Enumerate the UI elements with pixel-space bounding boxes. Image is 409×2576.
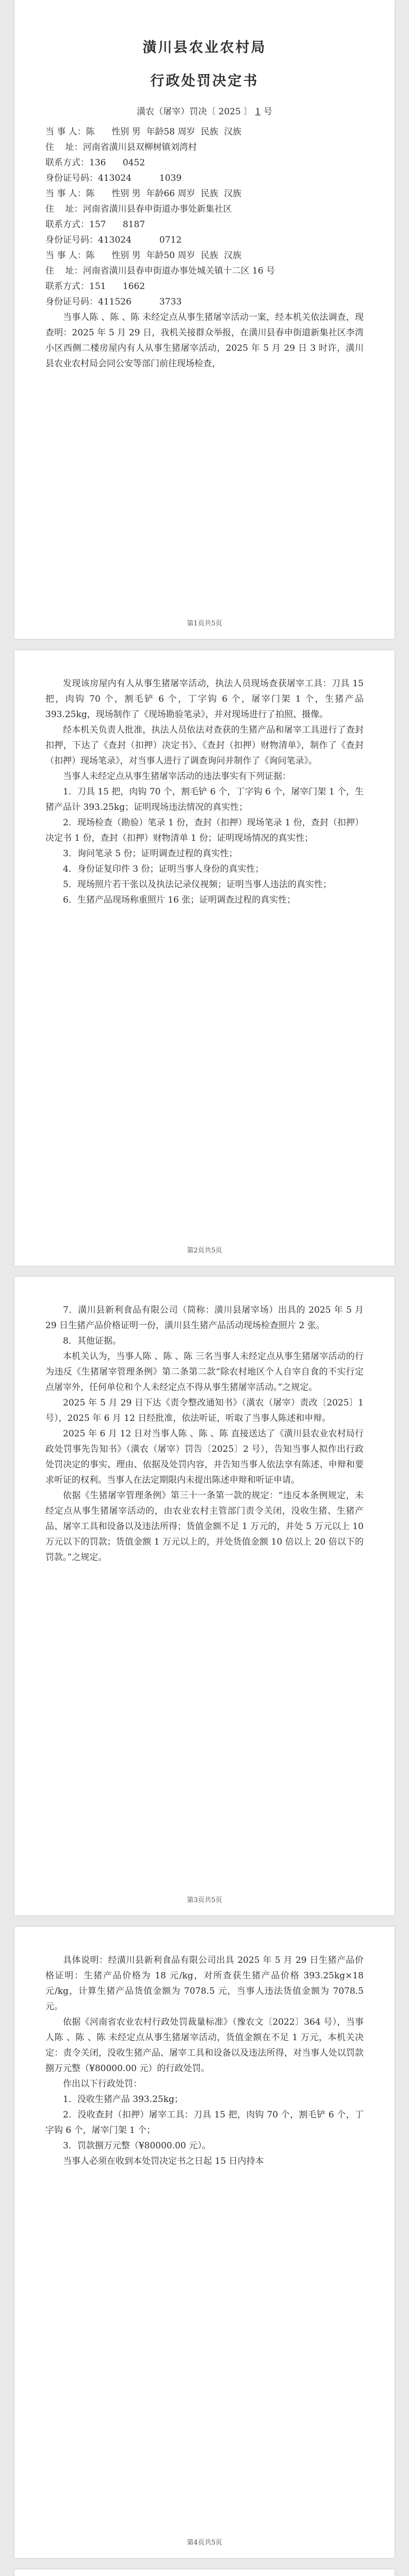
document-number: 潢农（屠宰）罚决〔 2025 〕 1 号 bbox=[137, 107, 272, 117]
paragraph: 本机关认为，当事人陈 、陈 、陈 三名当事人未经定点从事生猪屠宰活动的行为违反《生猪屠宰管理条例》第二条第二款“除农村地区个人自宰自食的不实行定点屠宰外，任何单位和个人未经定点不得从事生猪屠宰活动。”之规定。 bbox=[45, 1351, 364, 1393]
page-number: 第4页共5页 bbox=[187, 2539, 222, 2547]
evidence-item: 6．生猪产品现场称重照片 16 张；证明调查过程的真实性； bbox=[63, 895, 296, 905]
penalty-item: 3．罚款捌万元整（¥80000.00 元）。 bbox=[63, 2141, 211, 2151]
evidence-item: 3．询问笔录 5 份；证明调查过程的真实性； bbox=[63, 849, 238, 859]
page-number: 第2页共5页 bbox=[187, 1247, 222, 1255]
party-1-address: 住 址：河南省潢川县双柳树镇刘湾村 bbox=[45, 142, 197, 152]
paragraph: 依据《河南省农业农村行政处罚裁量标准》（豫农文〔2022〕364 号），当事人陈 、陈 、陈 未经定点从事生猪屠宰活动，货值金额在不足 1 万元，本机关决定：责令关闭，没收生猪产品、屠宰工具和设备以及违法所得，对当事人处以罚款捌万元整（¥80000.00 元）的行政处罚。 bbox=[45, 2017, 364, 2074]
party-2-id: 身份证号码：413024 0712 bbox=[45, 235, 182, 245]
penalty-item: 1．没收生猪产品 393.25kg； bbox=[63, 2094, 183, 2105]
document-page-1 bbox=[14, 0, 395, 639]
party-1-id: 身份证号码：413024 1039 bbox=[45, 173, 182, 183]
party-3-id: 身份证号码：411526 3733 bbox=[45, 297, 182, 307]
paragraph: 2025 年 6 月 12 日对当事人陈 、陈 、陈 直接送达了《潢川县农业农村局行政处罚事先告知书》（潢农（屠宰）罚告〔2025〕2 号），告知当事人拟作出行政处罚决定的事实、理由、依据及处罚内容，并告知当事人依法享有陈述、申辩和要求听证的权利。当事人在法定期限内未提出陈述申辩和听证申请。 bbox=[45, 1429, 364, 1485]
party-1-phone: 联系方式：136 0452 bbox=[45, 158, 145, 168]
paragraph: 发现该房屋内有人从事生猪屠宰活动，执法人员现场查获屠宰工具：刀具 15 把，肉钩 70 个，割毛铲 6 个，丁字钩 6 个，屠宰门架 1 个，生猪产品 393.25kg，现场制作了《现场勘验笔录》，并对现场进行了拍照、摄像。 bbox=[45, 679, 364, 720]
party-1-name: 当 事 人：陈 性别 男 年龄58 周岁 民族 汉族 bbox=[45, 127, 242, 137]
paragraph: 当事人未经定点从事生猪屠宰活动的违法事实有下列证据： bbox=[63, 771, 291, 782]
document-page-4 bbox=[14, 1927, 395, 2558]
evidence-item: 7．潢川县新利食品有限公司（简称：潢川县屠宰场）出具的 2025 年 5 月 29 日生猪产品价格证明一份，潢川县生猪产品活动现场检查照片 2 张。 bbox=[45, 1305, 364, 1331]
party-2-phone: 联系方式：157 8187 bbox=[45, 219, 145, 230]
document-page-3 bbox=[14, 1277, 395, 1916]
evidence-item: 5．现场照片若干张以及执法记录仪视频；证明当事人违法的真实性； bbox=[63, 879, 332, 890]
party-3-phone: 联系方式：151 1662 bbox=[45, 281, 145, 292]
page-number: 第3页共5页 bbox=[187, 1896, 222, 1904]
party-2-name: 当 事 人：陈 性别 男 年龄66 周岁 民族 汉族 bbox=[45, 189, 242, 199]
paragraph: 作出以下行政处罚： bbox=[63, 2079, 142, 2089]
page-number: 第1页共5页 bbox=[187, 620, 222, 628]
issuer-title: 潢川县农业农村局 bbox=[142, 40, 267, 56]
evidence-item: 4．身份证复印件 3 份；证明当事人身份的真实性； bbox=[63, 864, 264, 874]
paragraph: 具体说明：经潢川县新利食品有限公司出具 2025 年 5 月 29 日生猪产品价格证明：生猪产品价格为 18 元/kg，对所查获生猪产品价格 393.25kg×18 元/kg，计算生猪产品货值金额为 7078.5 元，当事人违法货值金额为 7078.5 元。 bbox=[45, 1955, 364, 2012]
party-2-address: 住 址：河南省潢川县春申街道办事处新集社区 bbox=[45, 204, 232, 214]
evidence-item: 1．刀具 15 把，肉钩 70 个，割毛铲 6 个，丁字钩 6 个，屠宰门架 1 个，生猪产品计 393.25kg；证明现场违法情况的真实性； bbox=[45, 787, 364, 812]
evidence-item: 8．其他证据。 bbox=[63, 1336, 121, 1346]
evidence-item: 2．现场检查（勘验）笔录 1 份，查封（扣押）现场笔录 1 份，查封（扣押）决定书 1 份，查封（扣押）财物清单 1 份；证明现场情况的真实性； bbox=[45, 818, 364, 843]
paragraph: 依据《生猪屠宰管理条例》第三十一条第一款的规定：“违反本条例规定，未经定点从事生猪屠宰活动的，由农业农村主管部门责令关闭，没收生猪、生猪产品、屠宰工具和设备以及违法所得；货值金额不足 1 万元的，并处 5 万元以上 10 万元以下的罚款；货值金额 1 万元以上的，并处货值金额 10 倍以上 20 倍以下的罚款。”之规定。 bbox=[45, 1490, 364, 1563]
party-3-name: 当 事 人：陈 性别 男 年龄50 周岁 民族 汉族 bbox=[45, 250, 242, 261]
document-title: 行政处罚决定书 bbox=[150, 73, 259, 89]
paragraph: 2025 年 5 月 29 日下达《责令整改通知书》（潢农（屠宰）责改〔2025〕1 号），2025 年 6 月 12 日经批准，依法听证，听取了当事人陈述和申辩。 bbox=[45, 1398, 364, 1423]
document-page-2 bbox=[14, 650, 395, 1266]
party-3-address: 住 址：河南省潢川县春申街道办事处城关镇十二区 16 号 bbox=[45, 266, 275, 276]
document-page-5 bbox=[14, 2569, 395, 2576]
case-facts-paragraph: 当事人陈 、陈 、陈 未经定点从事生猪屠宰活动一案，经本机关依法调查，现查明：2025 年 5 月 29 日，我机关接群众举报，在潢川县春申街道新集社区李湾小区西侧二楼房屋内有人从事生猪屠宰活动，2025 年 5 月 29 日 3 时许，潢川县农业农村局会同公安等部门前往现场检查， bbox=[45, 312, 364, 369]
paragraph: 当事人必须在收到本处罚决定书之日起 15 日内持本 bbox=[63, 2156, 264, 2166]
penalty-item: 2．没收查封（扣押）屠宰工具：刀具 15 把，肉钩 70 个，割毛铲 6 个，丁字钩 6 个，屠宰门架 1 个； bbox=[45, 2110, 364, 2136]
paragraph: 经本机关负责人批准，执法人员依法对查获的生猪产品和屠宰工具进行了查封扣押，下达了《查封（扣押）决定书》、《查封（扣押）财物清单》，制作了《查封（扣押）现场笔录》，对当事人进行了调查询问并制作了《询问笔录》。 bbox=[45, 725, 364, 766]
